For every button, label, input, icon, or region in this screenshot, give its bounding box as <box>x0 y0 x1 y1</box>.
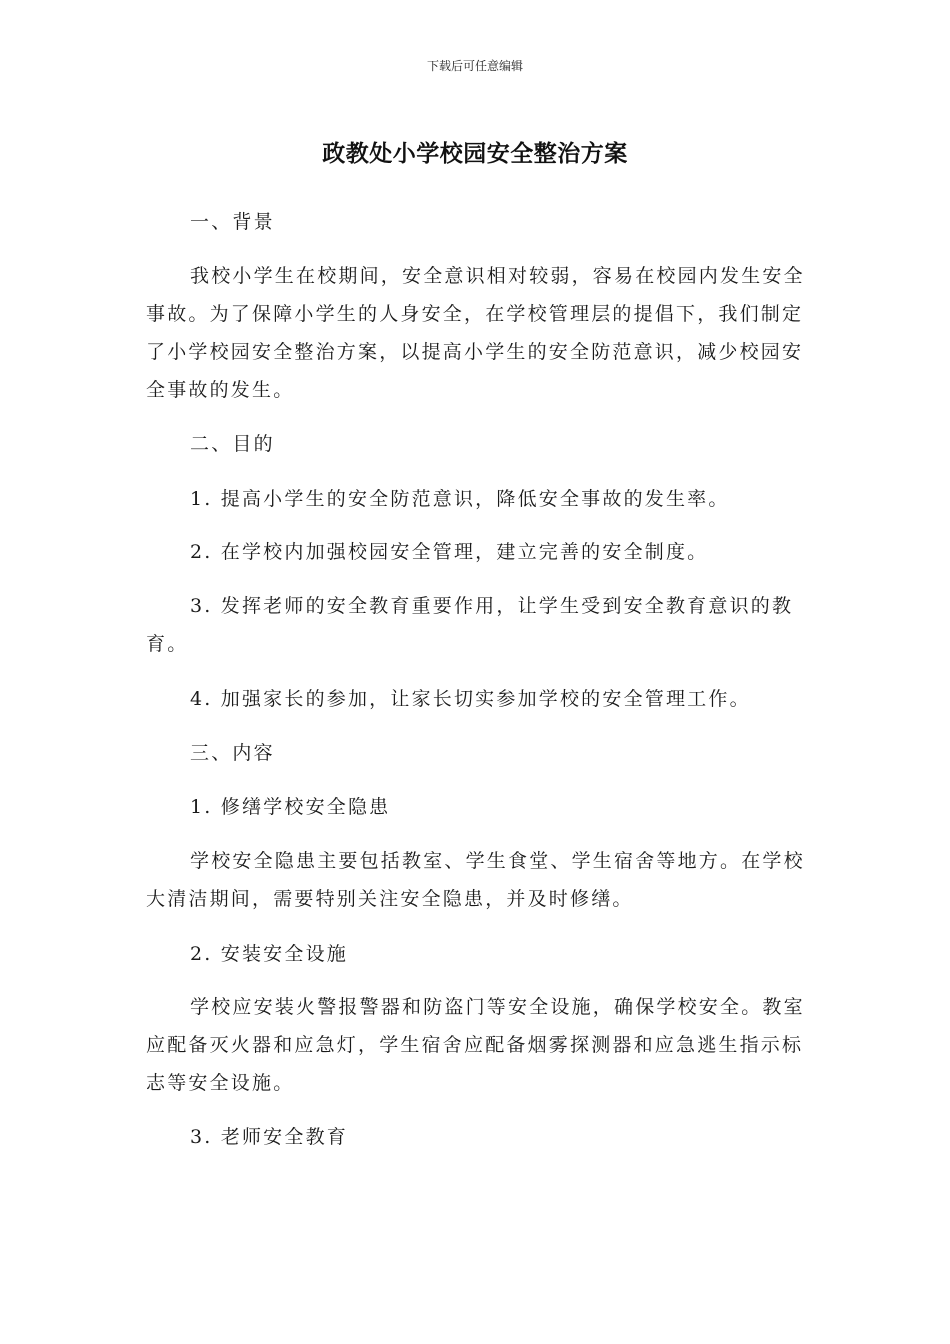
section-heading-purpose: 二、目的 <box>190 433 275 455</box>
content-item-1-title: 1. 修缮学校安全隐患 <box>190 796 391 818</box>
content-item-1-text: 学校安全隐患主要包括教室、学生食堂、学生宿舍等地方。在学校大清洁期间，需要特别关注安全隐患，并及时修缮。 <box>146 850 805 910</box>
content-item-2-text: 学校应安装火警报警器和防盗门等安全设施，确保学校安全。教室应配备灭火器和应急灯，学生宿舍应配备烟雾探测器和应急逃生指示标志等安全设施。 <box>146 996 805 1094</box>
purpose-item-4: 4. 加强家长的参加，让家长切实参加学校的安全管理工作。 <box>190 688 751 710</box>
purpose-item-2: 2. 在学校内加强校园安全管理，建立完善的安全制度。 <box>190 541 709 563</box>
background-paragraph: 我校小学生在校期间，安全意识相对较弱，容易在校园内发生安全事故。为了保障小学生的人身安全，在学校管理层的提倡下，我们制定了小学校园安全整治方案，以提高小学生的安全防范意识，减少校园安全事故的发生。 <box>146 265 805 401</box>
purpose-item-3: 3. 发挥老师的安全教育重要作用，让学生受到安全教育意识的教育。 <box>146 595 794 655</box>
document-title: 政教处小学校园安全整治方案 <box>322 141 628 167</box>
section-heading-content: 三、内容 <box>190 742 275 764</box>
content-item-2-title: 2. 安装安全设施 <box>190 943 348 965</box>
content-item-3-title: 3. 老师安全教育 <box>190 1126 348 1148</box>
section-heading-background: 一、背景 <box>190 211 275 233</box>
purpose-item-1: 1. 提高小学生的安全防范意识，降低安全事故的发生率。 <box>190 488 730 510</box>
header-note: 下载后可任意编辑 <box>426 59 523 73</box>
